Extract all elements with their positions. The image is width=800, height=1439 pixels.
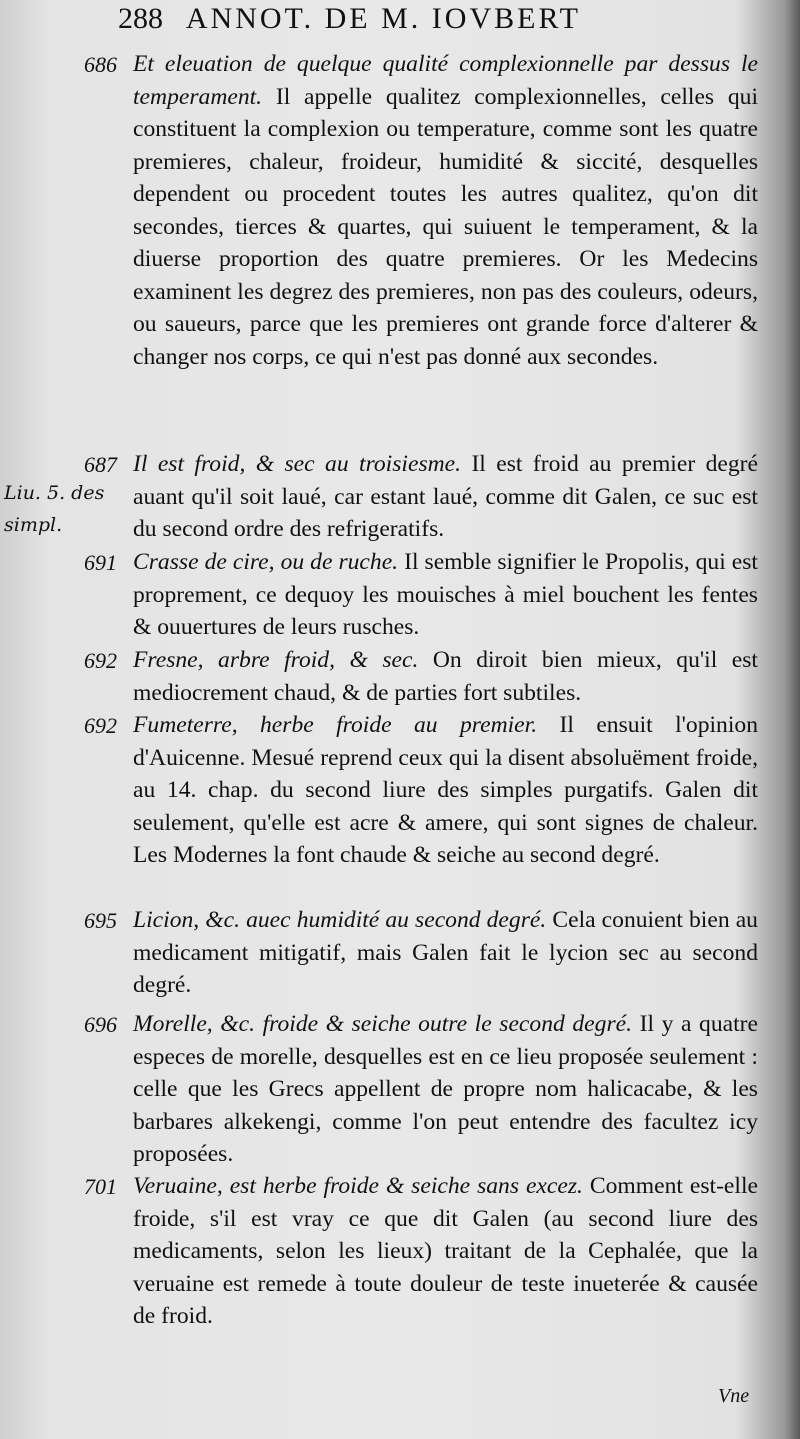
entry-body xyxy=(133,1170,758,1333)
entry-number: 692 xyxy=(84,648,117,673)
entry-text: Cela conuient bien au medicament mitigatif, mais Galen fait le lycion sec au second degré. xyxy=(133,907,758,998)
entry-text: Il est froid au premier degré auant qu'il soit laué, car estant laué, comme dit Galen, ce suc est du second ordre des refrigeratifs. xyxy=(133,451,758,542)
entry-lemma: Crasse de cire, ou de ruche. xyxy=(133,549,399,575)
entry-number: 692 xyxy=(84,713,117,738)
entry-lemma: Veruaine, est herbe froide & seiche sans excez. xyxy=(133,1173,583,1199)
entry-body xyxy=(133,904,758,1002)
entry-number: 691 xyxy=(84,550,117,575)
entry-number: 695 xyxy=(84,908,117,933)
entry-lemma: Il est froid, & sec au troisiesme. xyxy=(133,451,462,477)
entry-number: 687 xyxy=(84,452,117,477)
entry-number: 701 xyxy=(84,1174,117,1199)
entry-lemma: Et eleuation de quelque qualité complexionnelle par dessus le temperament. xyxy=(133,51,758,110)
entry-body xyxy=(133,448,758,546)
page-header xyxy=(118,2,778,36)
running-title: ANNOT. DE M. IOVBERT xyxy=(185,2,581,35)
entry-text: Il appelle qualitez complexionnelles, celles qui constituent la complexion ou temperature, comme sont les quatre premieres, chaleur, froideur, humidité & siccité, desquelles dependent ou procedent toutes les autres qualitez, qu'on dit secondes, tierces & quartes, qui suiuent le temperament, & la diuerse proportion des quatre premieres. Or les Medecins examinent les degrez des premieres, non pas des couleurs, odeurs, ou saueurs, parce que les premieres ont grande force d'alterer & changer nos corps, ce qui n'est pas donné aux secondes. xyxy=(133,83,758,370)
page-number: 288 xyxy=(118,2,163,35)
catchword: Vne xyxy=(718,1385,750,1407)
entry-number: 696 xyxy=(84,1012,117,1037)
entry-lemma: Fumeterre, herbe froide au premier. xyxy=(133,712,538,738)
entry-text: Il y a quatre especes de morelle, desquelles est en ce lieu proposée seulement : celle que les Grecs appellent de propre nom halicacabe, & les barbares alkekengi, comme l'on peut entendre des facultez icy proposées. xyxy=(133,1011,759,1167)
entry-lemma: Fresne, arbre froid, & sec. xyxy=(133,647,419,673)
entry-body xyxy=(133,709,758,872)
entry-number: 686 xyxy=(84,52,117,77)
entry-lemma: Morelle, &c. froide & seiche outre le second degré. xyxy=(133,1011,633,1037)
entry-text: Comment est-elle froide, s'il est vray ce que dit Galen (au second liure des medicaments, selon les lieux) traitant de la Cephalée, que la veruaine est remede à toute douleur de teste inueterée & causée de froid. xyxy=(133,1173,758,1329)
entry-body xyxy=(133,644,758,709)
entry-text: Il semble signifier le Propolis, qui est proprement, ce dequoy les mouisches à miel bouchent les fentes & ouuertures de leurs rusches. xyxy=(133,549,758,640)
entry-body xyxy=(133,1008,758,1171)
entry-lemma: Licion, &c. auec humidité au second degré. xyxy=(133,907,547,933)
margin-note: Liu. 5. des xyxy=(4,482,105,504)
entry-body xyxy=(133,48,758,373)
entry-body xyxy=(133,546,758,644)
entry-text: On diroit bien mieux, qu'il est mediocrement chaud, & de parties fort subtiles. xyxy=(133,647,758,706)
entry-text: Il ensuit l'opinion d'Auicenne. Mesué reprend ceux qui la disent absoluëment froide, au 14. chap. du second liure des simples purgatifs. Galen dit seulement, qu'elle est acre & amere, qui sont signes de chaleur. Les Modernes la font chaude & seiche au second degré. xyxy=(133,712,758,868)
margin-note: simpl. xyxy=(4,514,63,536)
